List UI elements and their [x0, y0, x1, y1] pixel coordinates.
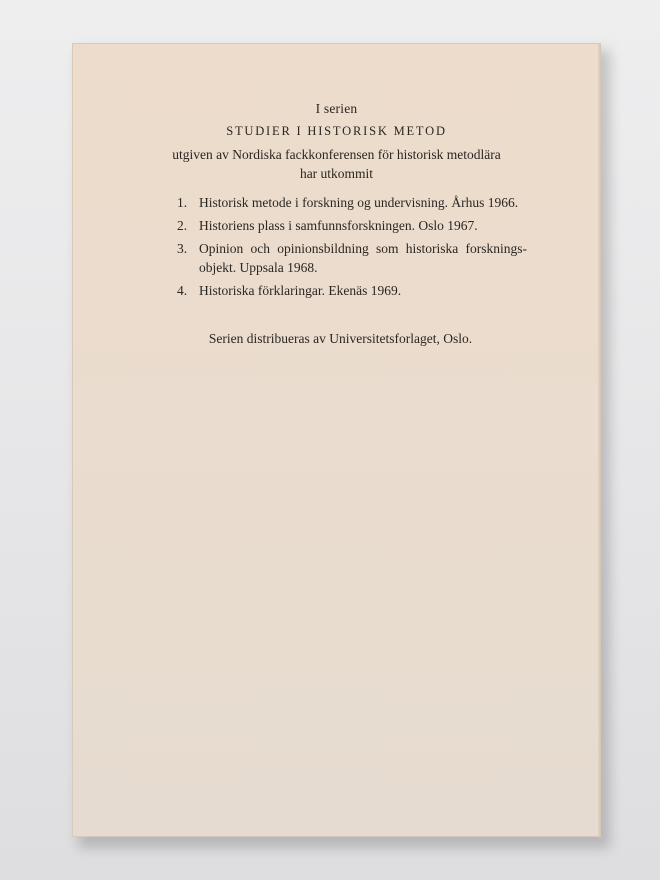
series-intro: I serien	[315, 101, 358, 116]
series-title: STUDIER I HISTORISK METOD	[226, 124, 447, 138]
volume-list	[177, 193, 527, 304]
volume-number: 2.	[177, 218, 188, 233]
book-back-cover	[72, 43, 601, 837]
volume-item	[177, 239, 527, 277]
distribution-note: Serien distribueras av Universitetsforlaget, Oslo.	[208, 331, 473, 346]
volume-title: Historiens plass i samfunnsforskningen. Oslo 1967.	[199, 218, 478, 233]
series-publisher-line: utgiven av Nordiska fackkonferensen för historisk metodlära	[172, 147, 501, 162]
volume-number: 3.	[177, 241, 188, 256]
volume-item	[177, 281, 527, 300]
volume-item	[177, 216, 527, 235]
volume-number: 4.	[177, 283, 188, 298]
volume-title: Historisk metode i forskning og undervisning. Århus 1966.	[199, 195, 519, 210]
volume-title: Historiska förklaringar. Ekenäs 1969.	[199, 283, 402, 298]
volume-title: Opinion och opinionsbildning som historiska forsknings-objekt. Uppsala 1968.	[199, 241, 527, 275]
volume-number: 1.	[177, 195, 188, 210]
series-published-line: har utkommit	[299, 166, 374, 181]
volume-item	[177, 193, 527, 212]
cover-text-block	[73, 44, 600, 836]
